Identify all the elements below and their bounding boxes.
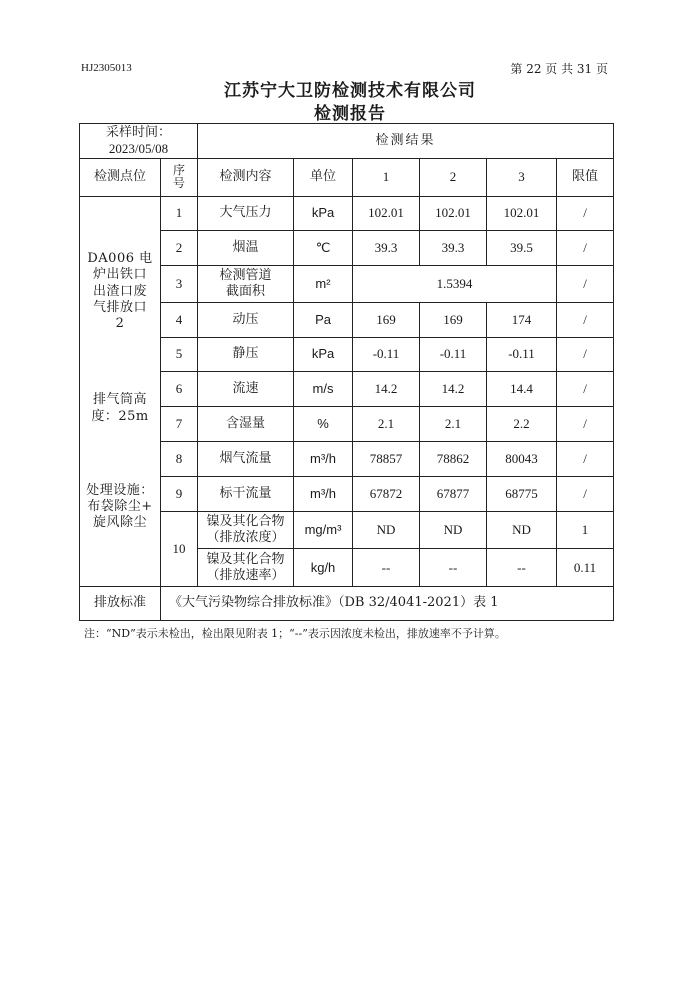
value-cell: 2.1 [420,407,487,442]
col-header-r1: 1 [353,158,420,196]
item-cell: 动压 [198,302,294,337]
stack-height-line: 排气筒高 [92,392,147,408]
item-cell [198,266,294,303]
item-line: （排放浓度） [206,529,285,545]
unit-cell: kg/h [294,549,353,587]
unit-cell: kPa [294,196,353,231]
limit-cell: / [557,196,614,231]
unit-cell: m³/h [294,442,353,477]
unit-cell: m² [294,266,353,303]
seq-cell: 1 [161,196,198,231]
seq-cell: 10 [161,511,198,587]
item-line: 截面积 [226,284,266,300]
value-cell: 78857 [353,442,420,477]
value-cell: 102.01 [420,196,487,231]
value-cell: -0.11 [420,337,487,372]
stack-height-line: 度：25m [91,408,149,424]
col-header-r3: 3 [487,158,557,196]
seq-cell: 2 [161,231,198,266]
value-cell: 14.4 [487,372,557,407]
item-cell: 静压 [198,337,294,372]
seq-cell: 9 [161,476,198,511]
company-name: 江苏宁大卫防检测技术有限公司 [224,81,476,101]
unit-cell: mg/m³ [294,511,353,549]
item-cell [198,549,294,587]
col-header-limit: 限值 [557,158,614,196]
standard-value: 《大气污染物综合排放标准》（DB 32/4041-2021）表 1 [161,587,614,621]
value-cell: 39.3 [353,231,420,266]
results-header: 检测结果 [198,124,614,159]
value-cell: 102.01 [487,196,557,231]
limit-cell: / [557,337,614,372]
document-id: HJ2305013 [81,62,132,74]
seq-cell: 5 [161,337,198,372]
unit-cell: Pa [294,302,353,337]
point-name-line: 出渣口废 [92,283,147,299]
item-cell: 大气压力 [198,196,294,231]
item-cell: 烟温 [198,231,294,266]
value-cell: 67877 [420,476,487,511]
sample-time-cell [80,124,198,159]
unit-cell: m/s [294,372,353,407]
value-cell: 2.2 [487,407,557,442]
value-cell: -0.11 [353,337,420,372]
value-cell: ND [420,511,487,549]
col-header-seq [161,158,198,196]
value-cell: 2.1 [353,407,420,442]
limit-cell: / [557,231,614,266]
value-cell: 102.01 [353,196,420,231]
facility-line: 处理设施： [86,482,154,498]
value-cell: 80043 [487,442,557,477]
limit-cell: 1 [557,511,614,549]
value-cell: 39.5 [487,231,557,266]
unit-cell: kPa [294,337,353,372]
item-cell: 烟气流量 [198,442,294,477]
value-cell: -0.11 [487,337,557,372]
unit-cell: m³/h [294,476,353,511]
point-name-line: 气排放口 [92,299,147,315]
item-line: 镍及其化合物 [206,513,285,529]
col-header-item: 检测内容 [198,158,294,196]
limit-cell: 0.11 [557,549,614,587]
value-cell: 68775 [487,476,557,511]
value-cell: 169 [353,302,420,337]
value-cell: 67872 [353,476,420,511]
sample-date: 2023/05/08 [108,140,169,156]
limit-cell: / [557,407,614,442]
value-cell: 14.2 [353,372,420,407]
value-cell: 169 [420,302,487,337]
footnote: 注：“ND”表示未检出，检出限见附表 1；“--”表示因浓度未检出，排放速率不予计算。 [84,627,506,640]
unit-cell: % [294,407,353,442]
limit-cell: / [557,302,614,337]
limit-cell: / [557,266,614,303]
seq-cell: 4 [161,302,198,337]
value-cell: ND [353,511,420,549]
value-cell: 78862 [420,442,487,477]
col-header-point: 检测点位 [80,158,161,196]
point-name-line: 2 [115,316,125,332]
limit-cell: / [557,442,614,477]
value-cell: 14.2 [420,372,487,407]
col-header-unit: 单位 [294,158,353,196]
limit-cell: / [557,372,614,407]
value-cell: -- [420,549,487,587]
limit-cell: / [557,476,614,511]
seq-cell: 3 [161,266,198,303]
value-cell: -- [353,549,420,587]
page-number: 第 22 页 共 31 页 [510,62,608,76]
point-info-cell [80,196,161,587]
item-cell: 含湿量 [198,407,294,442]
point-name-line: DA006 电 [87,251,153,267]
report-title: 检测报告 [314,104,386,124]
item-line: 检测管道 [219,267,272,283]
seq-cell: 8 [161,442,198,477]
merged-value-cell: 1.5394 [353,266,557,303]
item-cell [198,511,294,549]
item-cell: 流速 [198,372,294,407]
facility-line: 布袋除尘+ [87,499,153,515]
point-name-line: 炉出铁口 [92,267,147,283]
col-header-seq-text: 序号 [172,162,185,191]
standard-label: 排放标准 [80,587,161,621]
sample-time-label: 采样时间： [106,124,172,140]
value-cell: ND [487,511,557,549]
results-table [79,123,614,621]
unit-cell: ℃ [294,231,353,266]
seq-cell: 7 [161,407,198,442]
value-cell: 39.3 [420,231,487,266]
item-line: 镍及其化合物 [206,551,285,567]
value-cell: -- [487,549,557,587]
col-header-r2: 2 [420,158,487,196]
item-cell: 标干流量 [198,476,294,511]
item-line: （排放速率） [206,567,285,583]
value-cell: 174 [487,302,557,337]
facility-line: 旋风除尘 [92,515,147,531]
seq-cell: 6 [161,372,198,407]
